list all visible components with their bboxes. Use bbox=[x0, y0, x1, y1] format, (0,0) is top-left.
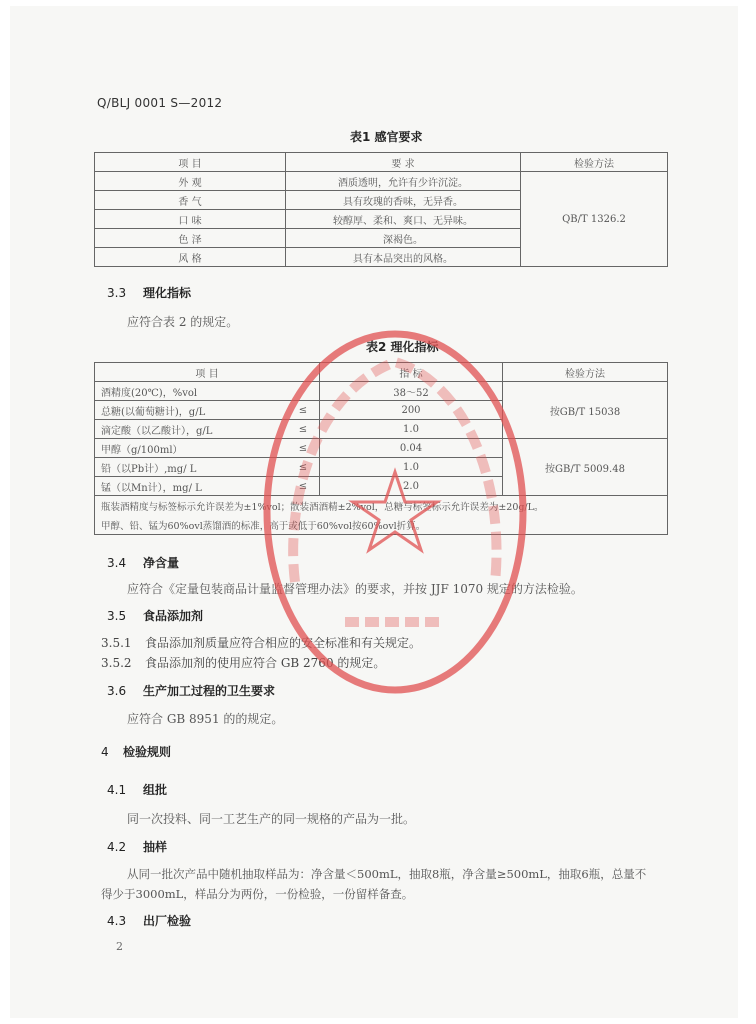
section-title: 抽样 bbox=[143, 840, 168, 854]
cell-item: 总糖(以葡萄糖计)，g/L bbox=[95, 401, 288, 420]
section-3-4-text: 应符合《定量包装商品计量监督管理办法》的要求，并按 JJF 1070 规定的方法检验。 bbox=[127, 582, 583, 596]
physicochemical-table bbox=[94, 362, 668, 535]
subsection-text: 食品添加剂的使用应符合 GB 2760 的规定。 bbox=[145, 656, 386, 670]
section-number: 4.2 bbox=[107, 840, 127, 854]
header-index: 指 标 bbox=[320, 363, 503, 382]
cell-sign: ≤ bbox=[287, 458, 320, 477]
standard-code: Q/BLJ 0001 S—2012 bbox=[97, 96, 223, 110]
cell-requirement: 较醇厚、柔和、爽口、无异味。 bbox=[286, 210, 521, 229]
cell-item: 口 味 bbox=[95, 210, 286, 229]
section-title: 净含量 bbox=[143, 556, 180, 570]
cell-value: 38～52 bbox=[320, 382, 503, 401]
cell-sign: ≤ bbox=[287, 439, 320, 458]
section-number: 3.6 bbox=[107, 684, 127, 698]
cell-method: QB/T 1326.2 bbox=[521, 172, 668, 267]
cell-item: 滴定酸（以乙酸计），g/L bbox=[95, 420, 288, 439]
cell-value: 1.0 bbox=[320, 420, 503, 439]
cell-method: 按GB/T 15038 bbox=[503, 382, 668, 439]
table2-caption: 表2 理化指标 bbox=[366, 340, 439, 354]
table-note: 甲醇、铅、锰为60%ovl蒸馏酒的标准，高于或低于60%vol按60%ovl折算。 bbox=[95, 515, 668, 535]
section-number: 4.3 bbox=[107, 914, 127, 928]
section-title: 理化指标 bbox=[143, 286, 192, 300]
table-row bbox=[95, 439, 668, 458]
cell-value: 1.0 bbox=[320, 458, 503, 477]
sensory-table bbox=[94, 152, 668, 267]
subsection-number: 3.5.1 bbox=[101, 636, 132, 650]
table-note: 瓶装酒精度与标签标示允许误差为±1%vol；散装酒酒精±2%vol，总糖与标签标示允许误差为±20g/L。 bbox=[95, 496, 668, 516]
cell-item: 酒精度(20℃)，%vol bbox=[95, 382, 288, 401]
cell-value: 0.04 bbox=[320, 439, 503, 458]
cell-item: 铅（以Pb计）,mg/ L bbox=[95, 458, 288, 477]
page-number: 2 bbox=[116, 940, 123, 953]
section-number: 4.1 bbox=[107, 783, 127, 797]
section-3-6-heading bbox=[107, 682, 275, 699]
subsection-number: 3.5.2 bbox=[101, 656, 132, 670]
section-title: 组批 bbox=[143, 783, 168, 797]
table-row bbox=[95, 382, 668, 401]
cell-item: 香 气 bbox=[95, 191, 286, 210]
section-3-3-text: 应符合表 2 的规定。 bbox=[127, 315, 239, 329]
section-4-3-heading bbox=[107, 912, 191, 929]
table1-caption: 表1 感官要求 bbox=[350, 130, 423, 144]
cell-sign bbox=[287, 382, 320, 401]
table-note-row bbox=[95, 515, 668, 535]
cell-requirement: 具有玫瑰的香味，无异香。 bbox=[286, 191, 521, 210]
cell-requirement: 酒质透明，允许有少许沉淀。 bbox=[286, 172, 521, 191]
cell-value: 2.0 bbox=[320, 477, 503, 496]
section-title: 出厂检验 bbox=[143, 914, 192, 928]
subsection-3-5-2 bbox=[101, 654, 385, 671]
section-title: 检验规则 bbox=[123, 745, 172, 759]
table-note-row bbox=[95, 496, 668, 516]
section-3-6-text: 应符合 GB 8951 的的规定。 bbox=[127, 712, 284, 726]
cell-sign: ≤ bbox=[287, 420, 320, 439]
cell-item: 色 泽 bbox=[95, 229, 286, 248]
section-4-2-heading bbox=[107, 838, 167, 855]
section-number: 3.3 bbox=[107, 286, 127, 300]
section-4-1-heading bbox=[107, 781, 167, 798]
section-4-2-text-line1: 从同一批次产品中随机抽取样品为：净含量＜500mL，抽取8瓶，净含量≥500mL，抽取6瓶，总量不 bbox=[127, 867, 647, 881]
section-4-heading bbox=[101, 743, 171, 760]
cell-requirement: 具有本品突出的风格。 bbox=[286, 248, 521, 267]
section-3-5-heading bbox=[107, 607, 203, 624]
cell-value: 200 bbox=[320, 401, 503, 420]
cell-item: 甲醇（g/100ml） bbox=[95, 439, 288, 458]
table-row bbox=[95, 172, 668, 191]
cell-sign: ≤ bbox=[287, 401, 320, 420]
subsection-text: 食品添加剂质量应符合相应的安全标准和有关规定。 bbox=[145, 636, 422, 650]
table-header-row bbox=[95, 363, 668, 382]
cell-item: 锰（以Mn计），mg/ L bbox=[95, 477, 288, 496]
section-3-4-heading bbox=[107, 554, 179, 571]
section-4-1-text: 同一次投料、同一工艺生产的同一规格的产品为一批。 bbox=[127, 812, 416, 826]
cell-item: 外 观 bbox=[95, 172, 286, 191]
section-number: 4 bbox=[101, 745, 109, 759]
cell-sign: ≤ bbox=[287, 477, 320, 496]
header-method: 检验方法 bbox=[521, 153, 668, 172]
section-number: 3.4 bbox=[107, 556, 127, 570]
header-item: 项 目 bbox=[95, 153, 286, 172]
subsection-3-5-1 bbox=[101, 634, 421, 651]
section-number: 3.5 bbox=[107, 609, 127, 623]
header-item: 项 目 bbox=[95, 363, 320, 382]
cell-item: 风 格 bbox=[95, 248, 286, 267]
cell-requirement: 深褐色。 bbox=[286, 229, 521, 248]
section-3-3-heading bbox=[107, 284, 191, 301]
header-requirement: 要 求 bbox=[286, 153, 521, 172]
header-method: 检验方法 bbox=[503, 363, 668, 382]
section-title: 生产加工过程的卫生要求 bbox=[143, 684, 276, 698]
cell-method: 按GB/T 5009.48 bbox=[503, 439, 668, 496]
table-header-row bbox=[95, 153, 668, 172]
section-title: 食品添加剂 bbox=[143, 609, 204, 623]
section-4-2-text-line2: 得少于3000mL，样品分为两份，一份检验，一份留样备查。 bbox=[101, 887, 414, 901]
